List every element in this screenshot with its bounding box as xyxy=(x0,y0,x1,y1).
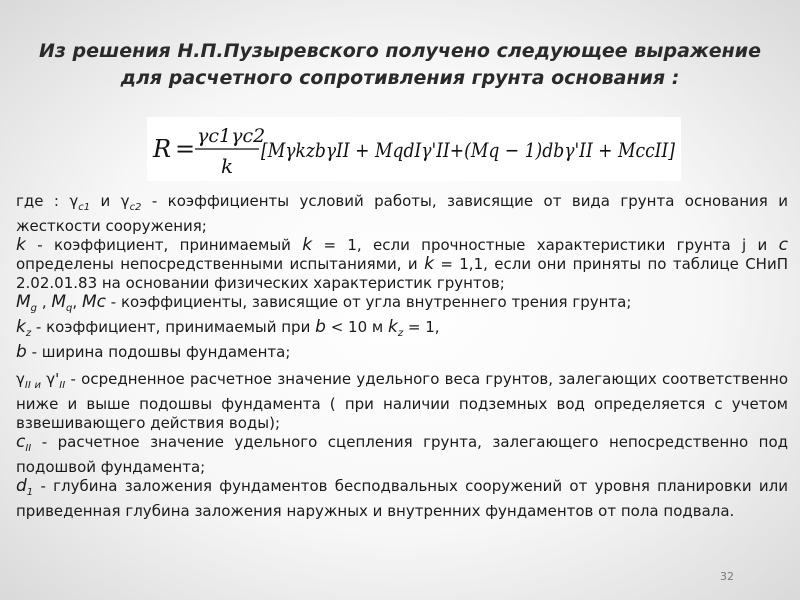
symbol-kz2-sub: z xyxy=(397,328,404,339)
symbol-k: k xyxy=(16,235,26,255)
symbol-d1-sub: 1 xyxy=(26,487,34,498)
symbol-kz2: k xyxy=(388,317,398,337)
symbol-gamma-ii-sub: II и xyxy=(24,380,41,391)
symbol-mq: M xyxy=(51,292,67,312)
def-gamma-text: - коэффициенты условий работы, зависящие от вида грунта основания и жесткости сооружения; xyxy=(16,192,788,235)
formula-body: [MγkzbγII + MqdIγ'II+(Mq − 1)dbγ'II + McсII] xyxy=(261,138,676,162)
def-m-text: - коэффициенты, зависящие от угла внутреннего трения грунта; xyxy=(110,293,632,311)
symbol-gamma-ii: γ xyxy=(16,370,25,388)
def-k-a: - коэффициент, принимаемый xyxy=(37,236,291,254)
title-line-2: для расчетного сопротивления грунта основания : xyxy=(120,67,680,89)
symbol-c: с xyxy=(778,235,788,255)
symbol-mq-sub: q xyxy=(66,303,73,314)
def-b xyxy=(16,343,788,362)
def-gamma-ii-text: - осредненное расчетное значение удельного веса грунтов, залегающих соответственно ниже и выше подошвы фундамента ( при наличии подземных вод определяется с учетом взвешивающего действия воды); xyxy=(16,370,788,432)
definitions-block xyxy=(16,192,788,521)
symbol-b-inline: b xyxy=(315,317,326,337)
formula-eq: = xyxy=(175,135,196,163)
symbol-c-ii-sub: II xyxy=(25,443,32,454)
symbol-b: b xyxy=(16,342,27,362)
def-kz-c: = 1, xyxy=(407,318,440,336)
def-k-b: = 1, если прочностные характеристики грунта j и xyxy=(323,236,768,254)
def-d1 xyxy=(16,477,788,521)
symbol-gamma-c2: γ xyxy=(120,192,130,210)
symbol-kz-sub: z xyxy=(25,328,32,339)
title-line-1: Из решения Н.П.Пузыревского получено следующее выражение xyxy=(38,40,762,62)
def-m xyxy=(16,293,788,318)
def-c-ii xyxy=(16,433,788,477)
formula-numerator: γc1γc2 xyxy=(197,125,266,147)
def-kz-b: < 10 м xyxy=(330,318,384,336)
def-k-c: определены непосредственными испытаниями, и xyxy=(16,255,418,273)
def-k xyxy=(16,236,788,293)
def-and: и xyxy=(100,192,111,210)
symbol-gamma-c2-sub: c2 xyxy=(129,202,142,213)
def-b-text: - ширина подошвы фундамента; xyxy=(31,343,291,361)
symbol-d1: d xyxy=(16,476,27,496)
symbol-mc: Мс xyxy=(81,292,106,312)
formula-denominator: k xyxy=(221,154,234,178)
symbol-gamma-c1-sub: c1 xyxy=(78,202,91,213)
def-kz-a: - коэффициент, принимаемый при xyxy=(35,318,311,336)
symbol-k-eq2: k xyxy=(424,254,434,274)
slide-number: 32 xyxy=(720,570,734,583)
def-gamma-ii xyxy=(16,370,788,433)
symbol-mg-sub: g xyxy=(30,303,38,314)
symbol-kz: k xyxy=(16,317,26,337)
formula-r: R xyxy=(153,135,172,163)
comma-2: , xyxy=(72,293,78,311)
slide-title xyxy=(30,38,770,92)
def-c-ii-text: - расчетное значение удельного сцепления грунта, залегающего непосредственно под подошвой фундамента; xyxy=(16,433,788,476)
symbol-k-eq1: k xyxy=(302,235,313,255)
comma-1: , xyxy=(41,293,47,311)
def-gamma-c xyxy=(16,192,788,236)
formula-svg xyxy=(147,117,681,181)
def-d1-text: - глубина заложения фундаментов бесподвальных сооружений от уровня планировки или приведенная глубина заложения наружных и внутренних фундаментов от пола подвала. xyxy=(16,477,788,520)
def-where: где : xyxy=(16,192,59,210)
symbol-gamma-prime-ii-sub: II xyxy=(59,380,66,391)
symbol-c-ii: с xyxy=(16,432,26,452)
symbol-gamma-prime-ii: γ' xyxy=(46,370,60,388)
def-k-d: = 1,1, если они приняты по таблице СНиП 2.02.01.83 на основании физических характеристик грунтов; xyxy=(16,255,788,292)
symbol-mg: M xyxy=(16,292,31,312)
def-kz xyxy=(16,318,788,343)
formula-image xyxy=(147,117,681,181)
paragraph-gap xyxy=(16,362,788,370)
symbol-gamma-c1: γ xyxy=(69,192,79,210)
